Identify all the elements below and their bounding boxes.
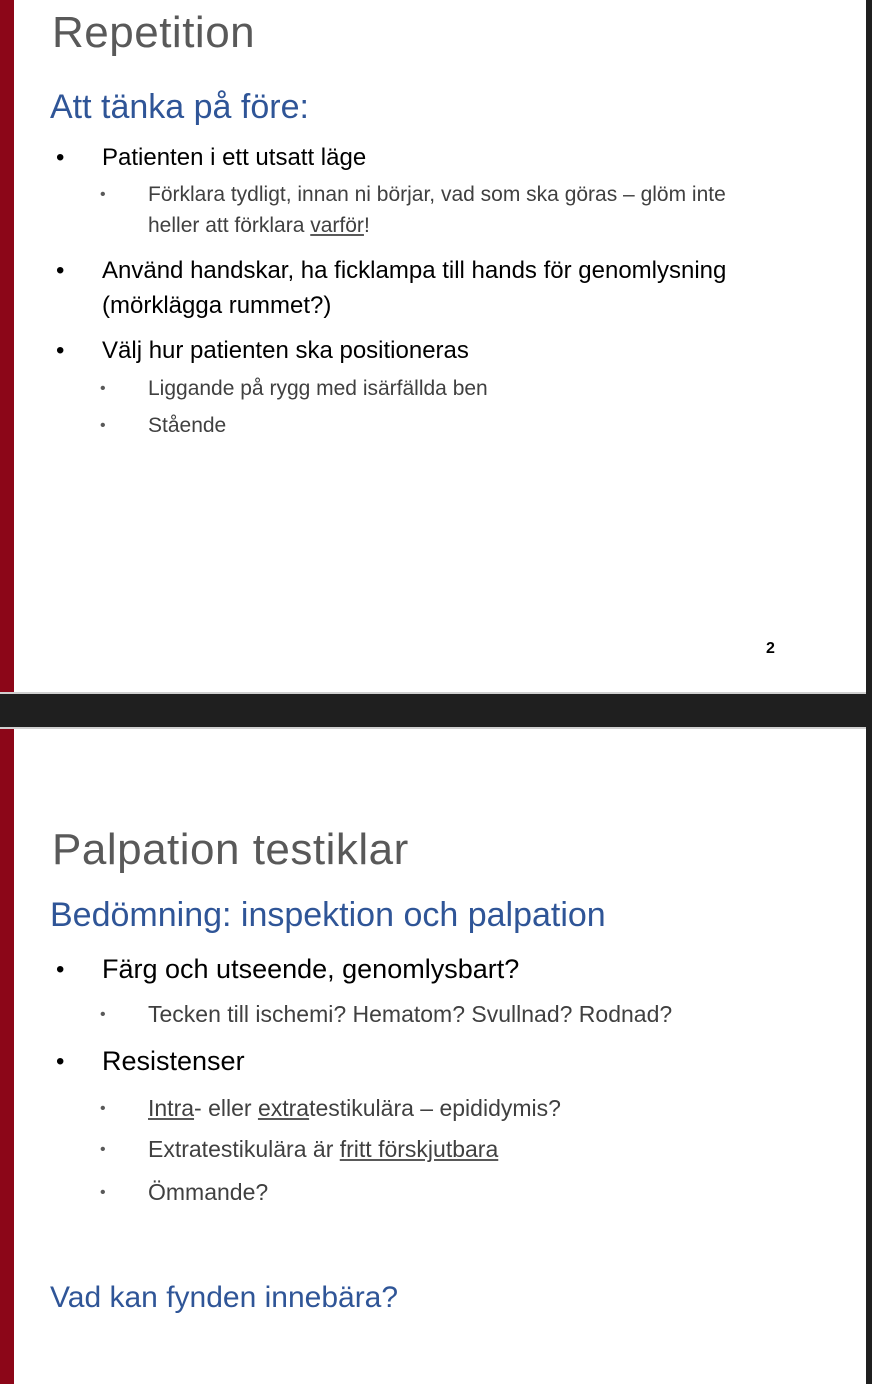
bullet-text: Stående xyxy=(148,414,227,437)
bullet-text: Patienten i ett utsatt läge xyxy=(102,144,367,171)
sub-bullet-item xyxy=(100,999,673,1030)
bullet-item xyxy=(56,1044,245,1079)
underlined-text: fritt förskjutbara xyxy=(339,1136,499,1162)
text-fragment: testikulära – epididymis? xyxy=(309,1095,561,1121)
closing-question: Vad kan fynden innebära? xyxy=(50,1281,399,1314)
bullet-item xyxy=(56,333,469,368)
window-edge xyxy=(866,0,872,1382)
bullet-item xyxy=(56,140,367,175)
slide-subtitle: Bedömning: inspektion och palpation xyxy=(50,896,606,934)
bullet-dot-icon: • xyxy=(100,1184,106,1201)
slide-title: Palpation testiklar xyxy=(52,825,409,874)
text-fragment: - eller xyxy=(194,1095,258,1121)
sub-bullet-item xyxy=(100,410,227,441)
sub-bullet-item xyxy=(100,1134,499,1165)
bullet-text: Ömmande? xyxy=(148,1179,269,1205)
sub-bullet-item xyxy=(100,179,726,241)
bullet-dot-icon: • xyxy=(100,186,106,203)
underlined-text: extra xyxy=(257,1095,310,1121)
bullet-dot-icon: • xyxy=(100,417,106,434)
slide-subtitle: Att tänka på före: xyxy=(50,88,309,126)
bullet-dot-icon: • xyxy=(100,1100,106,1117)
bullet-text-line-2 xyxy=(148,210,726,241)
page-number: 2 xyxy=(766,640,775,657)
sub-bullet-item xyxy=(100,1093,561,1124)
bullet-dot-icon: • xyxy=(56,144,65,171)
bullet-text-line-1: Använd handskar, ha ficklampa till hands för genomlysning xyxy=(102,257,727,284)
bullet-dot-icon: • xyxy=(100,1006,106,1023)
slide-title: Repetition xyxy=(52,8,256,57)
bullet-item xyxy=(56,952,520,987)
bullet-dot-icon: • xyxy=(56,337,65,364)
bullet-text-line-2: (mörklägga rummet?) xyxy=(102,292,332,319)
slide-repetition xyxy=(0,0,866,694)
sub-bullet-item xyxy=(100,373,488,404)
bullet-dot-icon: • xyxy=(56,1048,65,1075)
bullet-dot-icon: • xyxy=(100,380,106,397)
underlined-text: Intra xyxy=(148,1095,195,1121)
bullet-dot-icon: • xyxy=(56,257,65,284)
text-fragment: Extratestikulära är xyxy=(148,1136,340,1162)
bullet-text: Liggande på rygg med isärfällda ben xyxy=(148,377,488,400)
bullet-dot-icon: • xyxy=(100,1141,106,1158)
slide-accent-bar xyxy=(0,0,14,692)
bullet-text-line-1: Förklara tydligt, innan ni börjar, vad som ska göras – glöm inte xyxy=(148,183,726,206)
text-fragment: heller att förklara xyxy=(148,214,311,237)
bullet-text: Färg och utseende, genomlysbart? xyxy=(102,954,520,984)
underlined-text: varför xyxy=(310,214,364,237)
bullet-text: Välj hur patienten ska positioneras xyxy=(102,337,469,364)
text-fragment: ! xyxy=(363,214,370,237)
bullet-text: Resistenser xyxy=(102,1046,245,1076)
slide-palpation xyxy=(0,727,866,1384)
bullet-item xyxy=(56,253,727,323)
bullet-text: Tecken till ischemi? Hematom? Svullnad? Rodnad? xyxy=(148,1001,673,1027)
slide-accent-bar xyxy=(0,729,14,1384)
sub-bullet-item xyxy=(100,1177,269,1208)
bullet-dot-icon: • xyxy=(56,956,65,983)
